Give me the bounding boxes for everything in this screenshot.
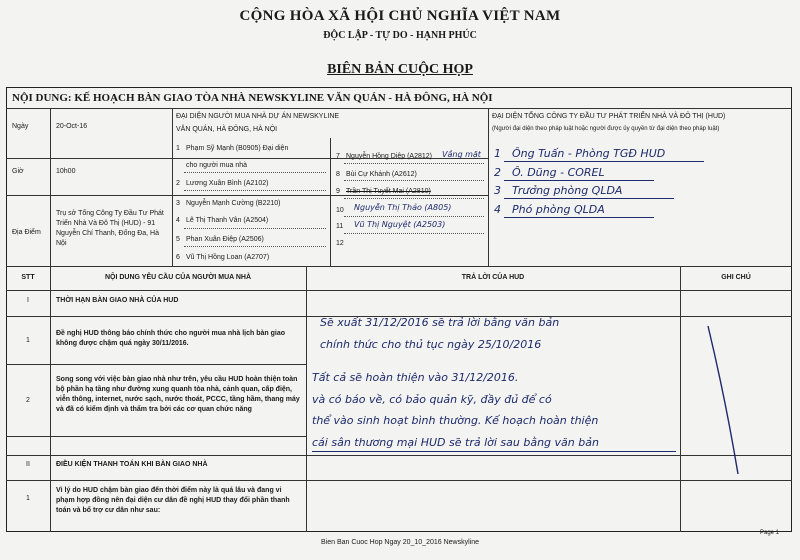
pen-stroke bbox=[708, 326, 738, 474]
hud-header: ĐẠI DIỆN TỔNG CÔNG TY ĐẦU TƯ PHÁT TRIỂN NHÀ VÀ ĐÔ THỊ (HUD) bbox=[492, 113, 726, 120]
handwritten-answer: cái sân thương mại HUD sẽ trả lời sau bằng văn bản bbox=[312, 436, 599, 449]
buyer-name: cho người mua nhà bbox=[186, 162, 248, 169]
buyer-no: 4 bbox=[176, 217, 180, 224]
place-label: Địa Điểm bbox=[12, 229, 41, 236]
handwritten-answer: thể vào sinh hoạt bình thường. Kế hoạch hoàn thiện bbox=[312, 414, 599, 427]
handwritten-underline bbox=[504, 161, 704, 162]
motto-heading: ĐỘC LẬP - TỰ DO - HẠNH PHÚC bbox=[323, 30, 477, 41]
dotted-line bbox=[184, 190, 326, 191]
grid-line bbox=[172, 108, 173, 266]
grid-line bbox=[6, 290, 792, 291]
hud-rep: Ô. Dũng - COREL bbox=[512, 166, 605, 179]
row-stt: 1 bbox=[26, 337, 30, 344]
hud-rep-no: 2 bbox=[494, 166, 501, 179]
notes-strike-mark bbox=[680, 316, 792, 480]
hud-rep: Trưởng phòng QLDA bbox=[512, 184, 623, 197]
hud-rep-no: 1 bbox=[494, 147, 501, 160]
buyers-header: ĐẠI DIỆN NGƯỜI MUA NHÀ DỰ ÁN NEWSKYLINE bbox=[176, 113, 340, 120]
buyer-name: Nguyễn Hồng Diệp (A2812) bbox=[346, 153, 432, 160]
buyer-no: 7 bbox=[336, 153, 340, 160]
handwritten-underline bbox=[504, 217, 654, 218]
hud-rep: Phó phòng QLDA bbox=[512, 203, 605, 216]
dotted-line bbox=[344, 233, 484, 234]
grid-line bbox=[6, 364, 306, 365]
buyer-no: 1 bbox=[176, 145, 180, 152]
handwritten-underline bbox=[312, 451, 676, 452]
buyer-no: 8 bbox=[336, 171, 340, 178]
grid-line bbox=[6, 455, 792, 456]
buyer-name: Phạm Sỹ Mạnh (B0905) Đại diện bbox=[186, 145, 289, 152]
request-text: Đề nghị HUD thông báo chính thức cho người mua nhà lịch bàn giao không được chậm quá ngày 30/11/2016. bbox=[56, 330, 286, 347]
buyer-name: Nguyễn Mạnh Cường (B2210) bbox=[186, 200, 281, 207]
request-text: Song song với việc bàn giao nhà như trên, yêu cầu HUD hoàn thiện toàn bộ phần hạ tầng như đường xung quanh tòa nhà, cảnh quan, cấp điện, viễn thông, internet, nước sạch, nước thoát, PCCC, tầng hầm, thang máy và đã có kiểm định và thẩm tra bởi các cơ quan chức năng bbox=[56, 376, 300, 413]
hud-rep-no: 3 bbox=[494, 184, 501, 197]
buyer-no: 6 bbox=[176, 254, 180, 261]
date-value: 20-Oct-16 bbox=[56, 123, 88, 130]
col-header-responses: TRẢ LỜI CỦA HUD bbox=[461, 274, 525, 281]
grid-line bbox=[6, 158, 172, 159]
row-stt: 2 bbox=[26, 397, 30, 404]
grid-line bbox=[50, 266, 51, 532]
grid-line bbox=[6, 266, 792, 267]
dotted-line bbox=[184, 172, 326, 173]
date-label: Ngày bbox=[12, 123, 29, 130]
buyer-no: 2 bbox=[176, 180, 180, 187]
buyer-name: Lê Thị Thanh Vân (A2504) bbox=[186, 217, 269, 224]
handwritten-answer: và có báo về, có bảo quản kỹ, đầy đủ để có bbox=[312, 393, 552, 406]
hud-rep: Ông Tuấn - Phòng TGĐ HUD bbox=[512, 147, 666, 160]
handwritten-buyer-name: Vũ Thị Nguyệt (A2503) bbox=[354, 220, 446, 229]
buyers-subheader: VĂN QUÁN, HÀ ĐÔNG, HÀ NỘI bbox=[176, 126, 278, 133]
handwritten-buyer-name: Nguyễn Thị Thảo (A805) bbox=[354, 203, 452, 212]
document-title: BIÊN BẢN CUỘC HỌP bbox=[327, 62, 473, 77]
buyer-no: 5 bbox=[176, 236, 180, 243]
handwritten-absent-note: Vắng mặt bbox=[442, 150, 481, 159]
buyer-name: Phan Xuân Điệp (A2506) bbox=[186, 236, 264, 243]
buyer-name: Lương Xuân Bình (A2102) bbox=[186, 180, 269, 187]
footer-caption: Bien Ban Cuoc Hop Ngay 20_10_2016 Newskyline bbox=[321, 539, 479, 546]
buyer-name: Trần Thị Tuyết Mai (A2810) bbox=[346, 188, 431, 195]
dotted-line bbox=[344, 163, 484, 164]
grid-line bbox=[306, 266, 307, 532]
row-stt: II bbox=[26, 461, 30, 468]
handwritten-answer: chính thức cho thủ tục ngày 25/10/2016 bbox=[320, 338, 542, 351]
col-header-notes: GHI CHÚ bbox=[721, 274, 751, 281]
content-title: NỘI DUNG: KẾ HOẠCH BÀN GIAO TÒA NHÀ NEWSKYLINE VĂN QUÁN - HÀ ĐÔNG, HÀ NỘI bbox=[12, 92, 493, 104]
grid-line bbox=[6, 436, 306, 437]
buyer-no: 11 bbox=[336, 223, 344, 230]
dotted-line bbox=[184, 228, 326, 229]
handwritten-answer: Sẽ xuất 31/12/2016 sẽ trả lời bằng văn bản bbox=[320, 316, 560, 329]
page-number: Page 1 bbox=[760, 530, 780, 536]
buyer-name: Vũ Thị Hồng Loan (A2707) bbox=[186, 254, 270, 261]
row-stt: I bbox=[27, 297, 29, 304]
request-text: Vì lý do HUD chậm bàn giao đến thời điểm này là quá lâu và đang vi phạm hợp đồng nên đại diện cư dân đề nghị HUD thay đổi phần thanh toán và bổ trợ cư dân như sau: bbox=[56, 487, 290, 514]
buyer-name: Bùi Cự Khánh (A2612) bbox=[346, 171, 417, 178]
col-header-stt: STT bbox=[21, 274, 35, 281]
buyer-no: 9 bbox=[336, 188, 340, 195]
section-heading: ĐIỀU KIỆN THANH TOÁN KHI BÀN GIAO NHÀ bbox=[56, 461, 208, 468]
dotted-line bbox=[344, 180, 484, 181]
hud-rep-no: 4 bbox=[494, 203, 501, 216]
time-value: 10h00 bbox=[56, 168, 76, 175]
handwritten-underline bbox=[504, 180, 654, 181]
dotted-line bbox=[344, 216, 484, 217]
time-label: Giờ bbox=[12, 168, 24, 175]
section-heading: THỜI HẠN BÀN GIAO NHÀ CỦA HUD bbox=[56, 297, 179, 304]
grid-line bbox=[6, 480, 792, 481]
grid-line bbox=[6, 108, 792, 109]
hud-subheader: (Người đại diện theo pháp luật hoặc người được ủy quyền từ đại diện theo pháp luật) bbox=[492, 126, 720, 132]
republic-heading: CỘNG HÒA XÃ HỘI CHỦ NGHĨA VIỆT NAM bbox=[239, 8, 561, 24]
buyer-no: 12 bbox=[336, 240, 344, 247]
buyer-no: 10 bbox=[336, 207, 344, 214]
grid-line bbox=[6, 195, 172, 196]
dotted-line bbox=[344, 198, 484, 199]
buyer-no: 3 bbox=[176, 200, 180, 207]
grid-line bbox=[330, 138, 331, 266]
grid-line bbox=[488, 108, 489, 266]
place-value: Trụ sở Tổng Công Ty Đầu Tư Phát Triển Nhà Và Đô Thị (HUD) - 91 Nguyễn Chí Thanh, Đống Đa, Hà Nội bbox=[56, 210, 164, 247]
col-header-requests: NỘI DUNG YÊU CẦU CỦA NGƯỜI MUA NHÀ bbox=[104, 274, 252, 281]
dotted-line bbox=[184, 246, 326, 247]
row-stt: 1 bbox=[26, 495, 30, 502]
handwritten-underline bbox=[504, 198, 674, 199]
grid-line bbox=[50, 108, 51, 266]
handwritten-answer: Tất cả sẽ hoàn thiện vào 31/12/2016. bbox=[312, 371, 519, 384]
